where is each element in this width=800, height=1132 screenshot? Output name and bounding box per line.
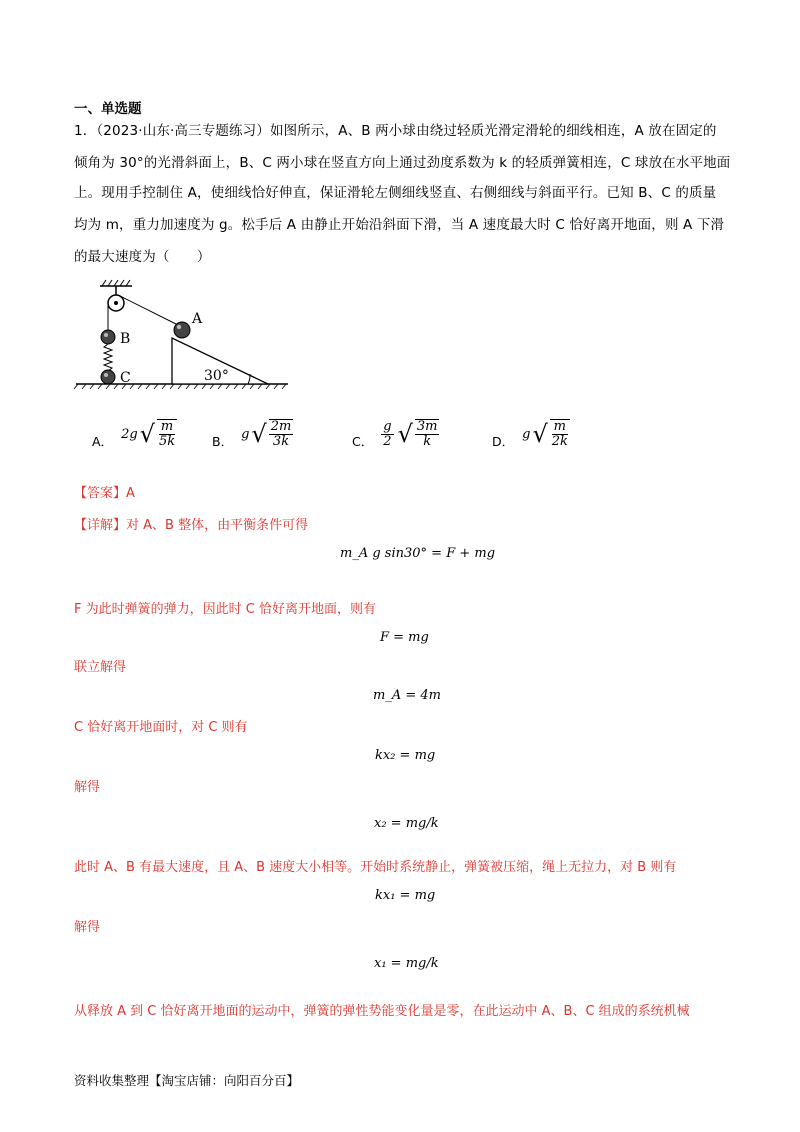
footer-text: 资料收集整理【淘宝店铺：向阳百分百】	[74, 1073, 300, 1088]
text-2: F 为此时弹簧的弹力，因此时 C 恰好离开地面，则有	[74, 602, 376, 617]
question-line-2: 倾角为 30°的光滑斜面上，B、C 两小球在竖直方向上通过劲度系数为 k 的轻质弹簧相连，C 球放在水平地面	[74, 155, 731, 171]
question-line-4: 均为 m，重力加速度为 g。松手后 A 由静止开始沿斜面下滑，当 A 速度最大时 C 恰好离开地面，则 A 下滑	[74, 217, 725, 233]
option-a-coef: 2g	[121, 426, 138, 442]
answer-line: 【答案】A	[74, 486, 135, 501]
label-a: A	[192, 311, 203, 327]
option-b-num: 2m	[270, 419, 292, 434]
question-number: 1．	[74, 123, 97, 139]
option-d-num: m	[553, 419, 566, 434]
option-a-num: m	[160, 419, 174, 434]
option-c-num: 3m	[416, 419, 438, 434]
option-c[interactable]	[352, 414, 441, 454]
option-d-root: √ $\frac{m}{2k}$	[532, 419, 568, 449]
option-c-root: √ $\frac{3m}{k}$	[397, 419, 438, 449]
equation-7: x₁ = mg/k	[374, 956, 439, 971]
option-d-coef: g	[522, 426, 531, 442]
equation-5: x₂ = mg/k	[374, 816, 439, 831]
option-d[interactable]	[492, 414, 572, 454]
equation-2: F = mg	[380, 630, 429, 645]
label-c: C	[120, 370, 131, 386]
question-line-1	[74, 119, 717, 139]
label-b: B	[120, 331, 131, 347]
text-6: 此时 A、B 有最大速度，且 A、B 速度大小相等。开始时系统静止，弹簧被压缩，绳上无拉力，对 B 则有	[74, 860, 677, 875]
angle-label: 30°	[204, 368, 229, 384]
option-b-coef: g	[241, 426, 250, 442]
equation-1: m_A g sin30° = F + mg	[340, 546, 496, 561]
text-7: 解得	[74, 920, 101, 935]
option-c-coef-den: 2	[383, 433, 392, 449]
question-text: （2023·山东·高三专题练习）如图所示，A、B 两小球由绕过轻质光滑定滑轮的细线相连，A 放在固定的	[96, 123, 717, 139]
option-d-den: 2k	[551, 434, 568, 449]
option-a[interactable]	[92, 414, 179, 454]
option-b-den: 3k	[272, 434, 290, 449]
option-a-label: A．	[92, 434, 114, 449]
question-line-5: 的最大速度为（ ）	[74, 249, 211, 265]
option-a-root: √ $\frac{m}{5k}$	[139, 419, 176, 449]
option-a-den: 5k	[158, 434, 176, 449]
text-8: 从释放 A 到 C 恰好离开地面的运动中，弹簧的弹性势能变化量是零，在此运动中 A、B、C 组成的系统机械	[74, 1004, 690, 1019]
detail-line	[74, 516, 308, 536]
option-c-coef-num: g	[383, 418, 392, 434]
text-4: C 恰好离开地面时，对 C 则有	[74, 720, 248, 735]
text-3: 联立解得	[74, 660, 127, 675]
option-b-label: B．	[212, 434, 234, 449]
equation-4: kx₂ = mg	[375, 748, 436, 763]
detail-prefix: 【详解】	[74, 518, 127, 533]
option-d-label: D．	[492, 434, 515, 449]
option-b[interactable]	[212, 414, 295, 454]
text-5: 解得	[74, 780, 101, 795]
ball-c-icon	[101, 370, 115, 384]
option-c-coef	[381, 420, 393, 449]
ball-b-icon	[101, 330, 115, 344]
ball-a-icon	[174, 322, 190, 338]
option-c-den: k	[423, 434, 432, 449]
physics-figure	[72, 278, 292, 393]
question-line-3: 上。现用手控制住 A，使细线恰好伸直，保证滑轮左侧细线竖直、右侧细线与斜面平行。已知 B、C 的质量	[74, 185, 717, 201]
spring-icon	[104, 344, 112, 371]
option-c-label: C．	[352, 434, 374, 449]
equation-6: kx₁ = mg	[375, 888, 436, 903]
option-b-root: √ $\frac{2m}{3k}$	[251, 419, 292, 449]
section-title: 一、单选题	[74, 101, 142, 117]
detail-first: 对 A、B 整体，由平衡条件可得	[126, 518, 309, 533]
equation-3: m_A = 4m	[373, 688, 441, 703]
